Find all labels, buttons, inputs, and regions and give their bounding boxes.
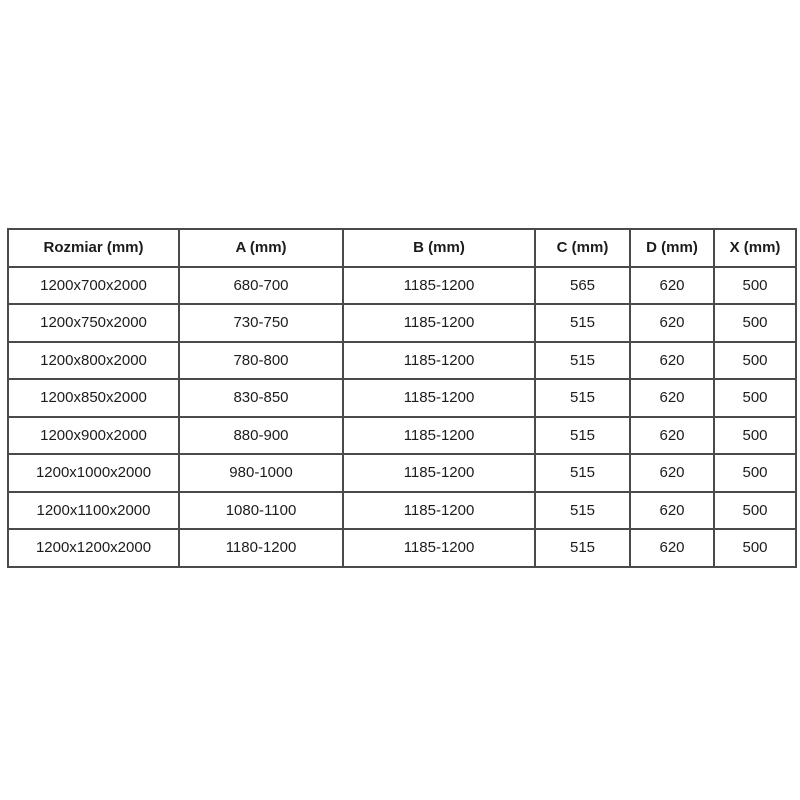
table-cell: 500 (714, 417, 796, 455)
table-cell: 515 (535, 304, 630, 342)
column-header-rozmiar: Rozmiar (mm) (8, 229, 179, 267)
table-cell: 515 (535, 529, 630, 567)
table-row (8, 379, 796, 417)
table-cell: 680-700 (179, 267, 343, 305)
column-header-b: B (mm) (343, 229, 535, 267)
table-row (8, 417, 796, 455)
table-row (8, 342, 796, 380)
table-cell: 565 (535, 267, 630, 305)
table-cell: 1185-1200 (343, 492, 535, 530)
table-cell: 1185-1200 (343, 379, 535, 417)
table-cell: 1180-1200 (179, 529, 343, 567)
table-cell: 620 (630, 379, 714, 417)
table-cell: 515 (535, 492, 630, 530)
table-cell: 1200x800x2000 (8, 342, 179, 380)
table-cell: 500 (714, 267, 796, 305)
table-cell: 500 (714, 454, 796, 492)
table-cell: 830-850 (179, 379, 343, 417)
table-cell: 515 (535, 342, 630, 380)
table-cell: 500 (714, 379, 796, 417)
table-cell: 1200x750x2000 (8, 304, 179, 342)
table-cell: 880-900 (179, 417, 343, 455)
table-cell: 620 (630, 454, 714, 492)
column-header-x: X (mm) (714, 229, 796, 267)
table-cell: 1080-1100 (179, 492, 343, 530)
table-row (8, 304, 796, 342)
table-cell: 1185-1200 (343, 529, 535, 567)
table-cell: 1185-1200 (343, 342, 535, 380)
table-cell: 1185-1200 (343, 267, 535, 305)
table-row (8, 492, 796, 530)
column-header-a: A (mm) (179, 229, 343, 267)
table-cell: 500 (714, 492, 796, 530)
table-cell: 500 (714, 529, 796, 567)
table-cell: 620 (630, 304, 714, 342)
table-cell: 620 (630, 417, 714, 455)
table-cell: 1200x1000x2000 (8, 454, 179, 492)
table-cell: 1200x850x2000 (8, 379, 179, 417)
table-cell: 620 (630, 267, 714, 305)
table-cell: 620 (630, 342, 714, 380)
table-cell: 1185-1200 (343, 417, 535, 455)
column-header-d: D (mm) (630, 229, 714, 267)
table-cell: 515 (535, 417, 630, 455)
table-row (8, 529, 796, 567)
table-cell: 1200x900x2000 (8, 417, 179, 455)
table-header-row (8, 229, 796, 267)
table-row (8, 267, 796, 305)
table-cell: 1185-1200 (343, 454, 535, 492)
table-cell: 1185-1200 (343, 304, 535, 342)
table-cell: 620 (630, 492, 714, 530)
dimensions-table (7, 228, 797, 568)
table-cell: 780-800 (179, 342, 343, 380)
table-cell: 730-750 (179, 304, 343, 342)
table-cell: 980-1000 (179, 454, 343, 492)
table-cell: 1200x700x2000 (8, 267, 179, 305)
table-cell: 515 (535, 379, 630, 417)
table-cell: 500 (714, 342, 796, 380)
table-cell: 1200x1100x2000 (8, 492, 179, 530)
table-cell: 620 (630, 529, 714, 567)
column-header-c: C (mm) (535, 229, 630, 267)
table-cell: 515 (535, 454, 630, 492)
table-cell: 500 (714, 304, 796, 342)
table-cell: 1200x1200x2000 (8, 529, 179, 567)
table-row (8, 454, 796, 492)
